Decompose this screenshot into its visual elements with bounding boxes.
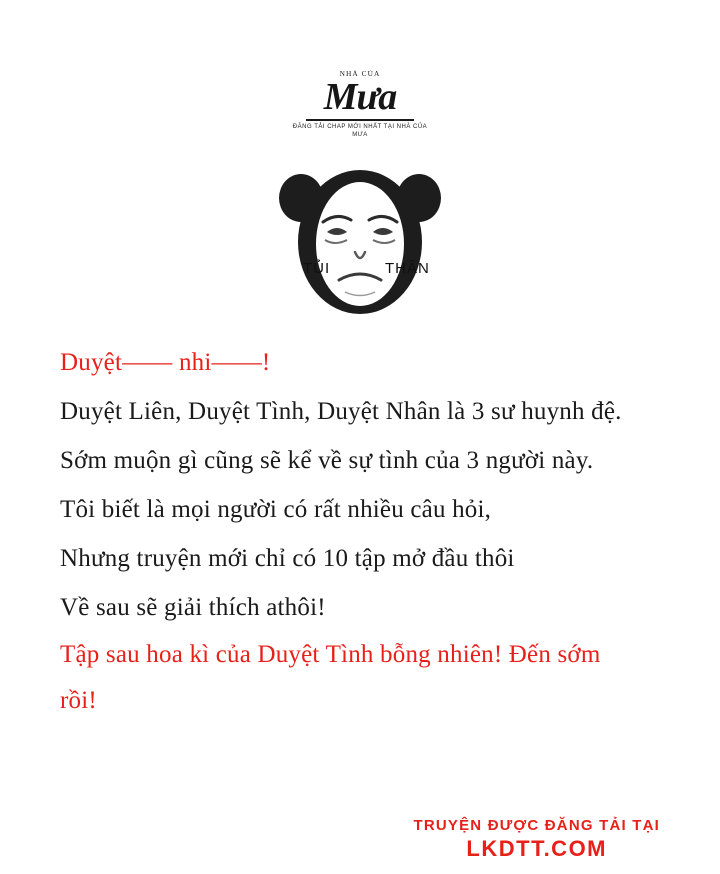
stamp-bottom-text: ĐĂNG TẢI CHAP MỚI NHẤT TẠI NHÀ CỦA MƯA — [292, 124, 428, 138]
text-line: rồi! — [60, 687, 97, 714]
watermark-top-text: TRUYỆN ĐƯỢC ĐĂNG TẢI TẠI — [413, 817, 660, 834]
publisher-stamp — [287, 70, 433, 166]
text-line: Tập sau hoa kì của Duyệt Tình bỗng nhiên! Đến sớm — [60, 641, 601, 668]
text-line: Về sau sẽ giải thích athôi! — [60, 594, 326, 621]
text-line: Duyệt—— nhi——! — [60, 349, 271, 376]
meme-label-left: TỦI — [303, 260, 331, 277]
text-line: Tôi biết là mọi người có rất nhiều câu hỏi, — [60, 496, 492, 523]
watermark-site-name: LKDTT.COM — [466, 836, 608, 861]
stamp-top-text: NHÀ CỦA — [339, 70, 381, 78]
narration-text-block — [60, 338, 680, 724]
sad-panda-face-icon — [265, 160, 455, 320]
meme-label-right: THÂN — [385, 260, 430, 277]
stamp-divider — [306, 119, 414, 121]
text-line: Sớm muộn gì cũng sẽ kể về sự tình của 3 người này. — [60, 447, 594, 474]
text-line: Nhưng truyện mới chỉ có 10 tập mở đầu thôi — [60, 545, 515, 572]
text-line: Duyệt Liên, Duyệt Tình, Duyệt Nhân là 3 sư huynh đệ. — [60, 398, 622, 425]
stamp-main-text: Mưa — [323, 76, 397, 118]
watermark — [413, 816, 660, 862]
